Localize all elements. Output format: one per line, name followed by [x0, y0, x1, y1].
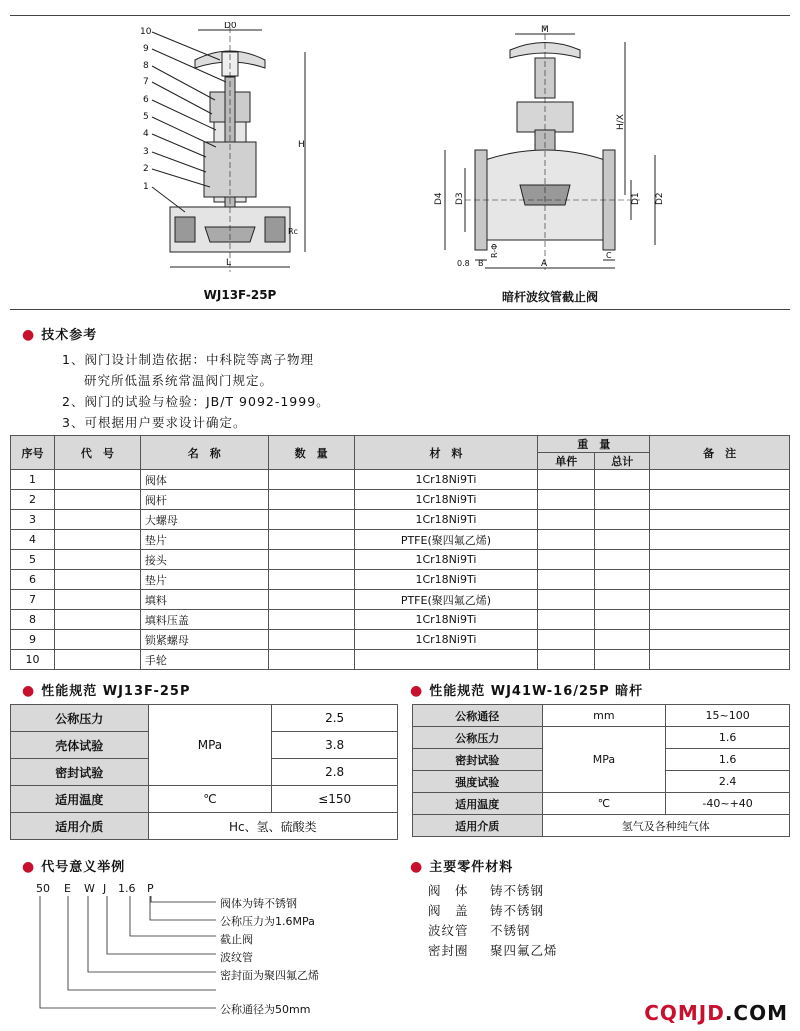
tech-line-2: 研究所低温系统常温阀门规定。 [84, 373, 274, 388]
table-row: 6 垫片 1Cr18Ni9Ti [11, 570, 790, 590]
bullet-icon: ● [410, 683, 424, 699]
table-row: 3 大螺母 1Cr18Ni9Ti [11, 510, 790, 530]
material-part: 密封圈 [428, 943, 469, 958]
bullet-icon: ● [22, 859, 36, 875]
dim-r: R-Φ [490, 243, 499, 258]
logo-part1: CQMJD [644, 1001, 725, 1025]
material-part: 阀 体 [428, 883, 469, 898]
perf-left-table: 公称压力 MPa 2.5 壳体试验 3.8 密封试验 2.8 适用温度 ℃ ≤150 适用介质 Hc、氢、硫酸类 [10, 704, 398, 840]
table-row: 5 接头 1Cr18Ni9Ti [11, 550, 790, 570]
part-number: 1 [143, 182, 149, 192]
parts-table [10, 435, 790, 670]
code-char: E [64, 882, 71, 895]
table-row: 4 垫片 PTFE(聚四氟乙烯) [11, 530, 790, 550]
dim-m: M [541, 25, 549, 35]
code-meaning: 公称压力为1.6MPa [220, 915, 315, 928]
tech-line-1: 1、阀门设计制造依据：中科院等离子物理 [62, 352, 314, 367]
site-logo [644, 1001, 788, 1025]
perf-right-title: ● 性能规范 WJ41W-16/25P 暗杆 [410, 683, 644, 699]
col-qty: 数 量 [268, 436, 354, 470]
wj13f-valve-drawing [140, 22, 350, 277]
dim-l: L [226, 258, 232, 268]
material-value: 铸不锈钢 [490, 883, 545, 898]
perf-right-table: 公称通径 mm 15~100 公称压力 MPa 1.6 密封试验 1.6 强度试验 2.4 适用温度 ℃ -40~+40 适用介质 氢气及各种纯气体 [412, 704, 790, 837]
bellows-globe-valve-drawing [425, 20, 670, 280]
col-no: 序号 [11, 436, 55, 470]
bullet-icon: ● [22, 327, 36, 343]
logo-part2: .COM [724, 1001, 788, 1025]
code-meaning: 阀体为铸不锈钢 [220, 897, 297, 910]
col-unit: 单件 [538, 453, 595, 470]
part-number: 6 [143, 95, 149, 105]
col-code: 代 号 [54, 436, 140, 470]
table-row: 2 阀杆 1Cr18Ni9Ti [11, 490, 790, 510]
table-row: 8 填料压盖 1Cr18Ni9Ti [11, 610, 790, 630]
code-meaning: 截止阀 [220, 933, 253, 946]
code-meaning: 密封面为聚四氟乙烯 [220, 969, 319, 982]
part-number: 2 [143, 164, 149, 174]
table-row: 10 手轮 [11, 650, 790, 670]
dim-rc: Rc [288, 227, 298, 236]
part-number: 10 [140, 27, 152, 37]
part-number: 4 [143, 129, 149, 139]
col-remark: 备 注 [650, 436, 790, 470]
top-rule [10, 15, 790, 16]
part-number: 8 [143, 61, 149, 71]
dim-d3: D3 [455, 192, 465, 205]
table-row: 9 锁紧螺母 1Cr18Ni9Ti [11, 630, 790, 650]
dim-b: B [478, 259, 484, 268]
code-char: W [84, 882, 95, 895]
left-drawing-caption: WJ13F-25P [203, 288, 277, 302]
part-number: 7 [143, 77, 149, 87]
material-part: 波纹管 [428, 923, 469, 938]
bullet-icon: ● [22, 683, 36, 699]
dim-d2: D2 [655, 192, 665, 205]
code-meaning: 公称通径为50mm [220, 1003, 311, 1016]
dim-hx: H/X [616, 114, 626, 130]
material-value: 聚四氟乙烯 [490, 943, 558, 958]
dim-h: H [298, 140, 305, 150]
col-total: 总计 [595, 453, 650, 470]
code-char: P [147, 882, 154, 895]
part-number: 3 [143, 147, 149, 157]
dim-d0: D0 [224, 22, 237, 31]
code-char: J [103, 882, 107, 895]
bullet-icon: ● [410, 859, 424, 875]
part-number: 5 [143, 112, 149, 122]
material-part: 阀 盖 [428, 903, 469, 918]
material-value: 铸不锈钢 [490, 903, 545, 918]
drawing-bottom-rule [10, 309, 790, 310]
dim-c: C [606, 251, 612, 260]
code-leader-lines [30, 896, 220, 1016]
tech-line-3: 2、阀门的试验与检验：JB/T 9092-1999。 [62, 394, 330, 409]
col-material: 材 料 [354, 436, 538, 470]
table-row: 1 阀体 1Cr18Ni9Ti [11, 470, 790, 490]
perf-left-title: ● 性能规范 WJ13F-25P [22, 683, 191, 699]
col-name: 名 称 [140, 436, 268, 470]
table-row: 7 填料 PTFE(聚四氟乙烯) [11, 590, 790, 610]
part-number: 9 [143, 44, 149, 54]
code-example-title: ● 代号意义举例 [22, 859, 126, 875]
right-drawing-caption: 暗杆波纹管截止阀 [501, 290, 598, 304]
dim-a: A [541, 259, 548, 269]
dim-d1: D1 [631, 192, 641, 205]
dim-d4: D4 [434, 192, 444, 205]
materials-title: ● 主要零件材料 [410, 859, 514, 875]
col-weight: 重 量 [538, 436, 650, 453]
tech-line-4: 3、可根据用户要求设计确定。 [62, 415, 247, 430]
tech-title: ● 技术参考 [22, 327, 98, 343]
dim-roughness: 0.8 [457, 259, 470, 268]
material-value: 不锈钢 [490, 923, 531, 938]
code-meaning: 波纹管 [220, 951, 253, 964]
code-char: 1.6 [118, 882, 136, 895]
code-char: 50 [36, 882, 50, 895]
